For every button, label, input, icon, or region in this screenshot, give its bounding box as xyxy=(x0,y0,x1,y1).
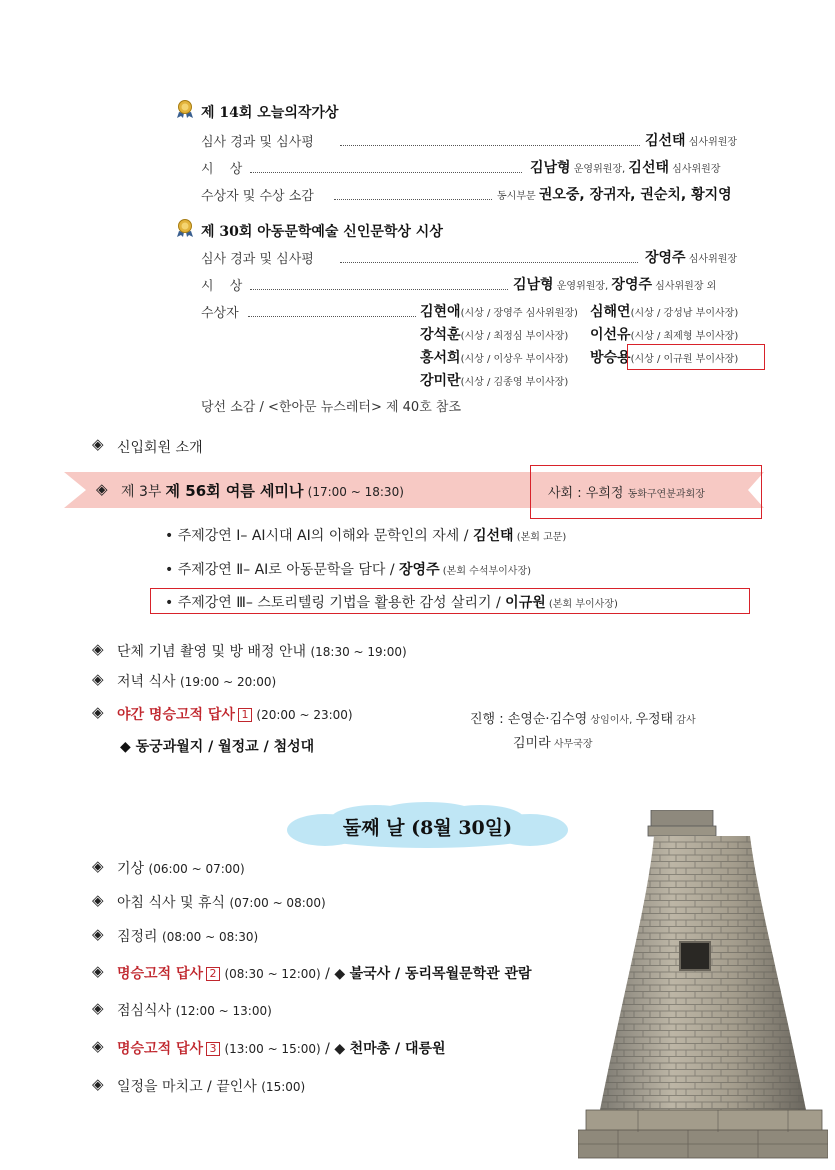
award14-row-value: 동시부문 권오중, 장귀자, 권순치, 황지영 xyxy=(497,187,732,203)
day2-tour-item: 명승고적 답사 3 (13:00 ~ 15:00) / ◆ 천마총 / 대릉원 xyxy=(117,1041,446,1057)
day2-item: 기상 (06:00 ~ 07:00) xyxy=(117,861,245,877)
night-tour-item: 야간 명승고적 답사 1 (20:00 ~ 23:00) xyxy=(117,707,353,723)
acceptance-note: 당선 소감 / <한아문 뉴스레터> 제 40호 참조 xyxy=(201,400,462,415)
award30-row-value: 장영주 심사위원장 xyxy=(645,250,738,266)
leader-dots xyxy=(334,199,492,200)
seminar-host: 사회 : 우희정 동화구연분과회장 xyxy=(548,486,705,501)
award30-row-label: 수상자 xyxy=(201,306,239,321)
day2-item: 아침 식사 및 휴식 (07:00 ~ 08:00) xyxy=(117,895,326,911)
highlight-box xyxy=(627,344,765,370)
diamond-bullet-icon: ◈ xyxy=(92,999,104,1017)
diamond-bullet-icon: ◈ xyxy=(92,640,104,658)
diamond-bullet-icon: ◈ xyxy=(92,435,104,453)
award14-row-label: 시 상 xyxy=(201,162,249,177)
diamond-bullet-icon: ◈ xyxy=(92,857,104,875)
leader-dots xyxy=(340,145,640,146)
award14-row-label: 심사 경과 및 심사평 xyxy=(201,135,314,150)
filled-diamond-icon: ◆ xyxy=(120,739,131,755)
award-30-title: 제 30회 아동문학예술 신인문학상 시상 xyxy=(201,224,443,240)
day2-tour-item: 명승고적 답사 2 (08:30 ~ 12:00) / ◆ 불국사 / 동리목월문학관 관람 xyxy=(117,966,532,982)
tour-guides-2: 김미라 사무국장 xyxy=(513,736,593,751)
diamond-bullet-icon: ◈ xyxy=(92,703,104,721)
photo-item: 단체 기념 촬영 및 방 배정 안내 (18:30 ~ 19:00) xyxy=(117,644,407,660)
tour-guides: 진행 : 손영순·김수영 상임이사, 우정태 감사 xyxy=(470,712,696,727)
award-14-title: 제 14회 오늘의작가상 xyxy=(201,105,339,121)
filled-diamond-icon: ◆ xyxy=(334,966,346,982)
winner-entry: 이선유(시상 / 최제형 부이사장) xyxy=(590,327,739,343)
leader-dots xyxy=(250,289,508,290)
diamond-bullet-icon: ◈ xyxy=(96,480,108,498)
leader-dots xyxy=(250,172,522,173)
talk-item: • 주제강연 Ⅲ– 스토리텔링 기법을 활용한 감성 살리기 / 이규원 (본회 부이사장) xyxy=(165,595,618,611)
cheomseongdae-tower-image xyxy=(578,810,828,1162)
award14-row-value: 김남형 운영위원장, 김선태 심사위원장 xyxy=(530,160,721,176)
diamond-bullet-icon: ◈ xyxy=(92,925,104,943)
medal-icon xyxy=(175,99,195,119)
new-members-item: 신입회원 소개 xyxy=(117,440,203,456)
award14-row-label: 수상자 및 수상 소감 xyxy=(201,189,314,204)
winner-entry: 심해연(시상 / 강성남 부이사장) xyxy=(590,304,739,320)
leader-dots xyxy=(340,262,638,263)
winner-entry: 김현애(시상 / 장영주 심사위원장) xyxy=(420,304,578,320)
diamond-bullet-icon: ◈ xyxy=(92,670,104,688)
winner-entry: 강석훈(시상 / 최정심 부이사장) xyxy=(420,327,569,343)
seminar-heading: 제 3부 제 56회 여름 세미나 (17:00 ~ 18:30) xyxy=(121,482,404,500)
award30-row-label: 시 상 xyxy=(201,279,249,294)
medal-icon xyxy=(175,218,195,238)
night-tour-places: ◆ 동궁과월지 / 월정교 / 첨성대 xyxy=(120,739,315,755)
diamond-bullet-icon: ◈ xyxy=(92,1075,104,1093)
day2-item: 점심식사 (12:00 ~ 13:00) xyxy=(117,1003,272,1019)
day2-title: 둘째 날 (8월 30일) xyxy=(342,817,513,839)
filled-diamond-icon: ◆ xyxy=(334,1041,346,1057)
award30-row-label: 심사 경과 및 심사평 xyxy=(201,252,314,267)
award30-row-value: 김남형 운영위원장, 장영주 심사위원장 외 xyxy=(513,277,717,293)
dinner-item: 저녁 식사 (19:00 ~ 20:00) xyxy=(117,674,277,690)
day2-item: 일정을 마치고 / 끝인사 (15:00) xyxy=(117,1079,306,1095)
diamond-bullet-icon: ◈ xyxy=(92,891,104,909)
winner-entry: 홍서희(시상 / 이상우 부이사장) xyxy=(420,350,569,366)
award14-row-value: 김선태 심사위원장 xyxy=(645,133,738,149)
talk-item: • 주제강연 Ⅰ– AI시대 AI의 이해와 문학인의 자세 / 김선태 (본회 고문) xyxy=(165,528,567,544)
diamond-bullet-icon: ◈ xyxy=(92,1037,104,1055)
diamond-bullet-icon: ◈ xyxy=(92,962,104,980)
leader-dots xyxy=(248,316,416,317)
talk-item: • 주제강연 Ⅱ– AI로 아동문학을 담다 / 장영주 (본회 수석부이사장) xyxy=(165,562,532,578)
winner-entry: 방승용(시상 / 이규원 부이사장) xyxy=(590,350,739,366)
winner-entry: 강미란(시상 / 김종영 부이사장) xyxy=(420,373,569,389)
day2-item: 짐정리 (08:00 ~ 08:30) xyxy=(117,929,259,945)
